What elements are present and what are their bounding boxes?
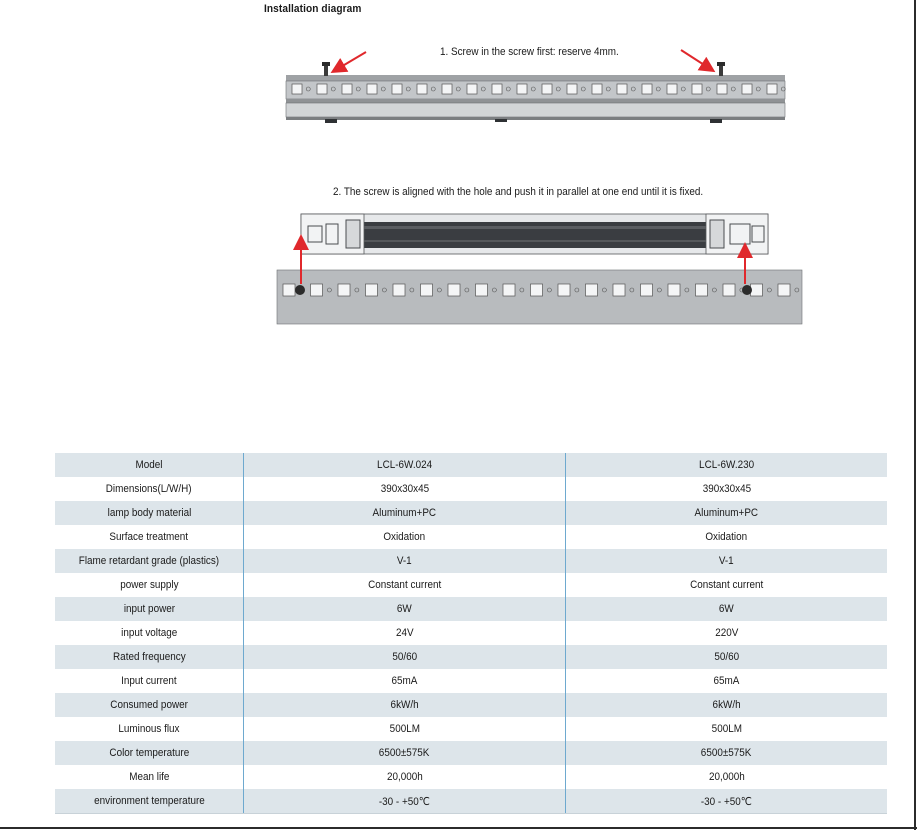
arrow-icon <box>681 50 712 70</box>
rail-face <box>277 270 802 324</box>
spec-value-024 <box>244 573 566 597</box>
arrow-icon <box>334 52 366 71</box>
spec-label <box>55 645 244 669</box>
spec-value-024 <box>244 621 566 645</box>
spec-value-230 <box>566 453 888 477</box>
lamp-body <box>364 222 708 248</box>
page-border-bottom <box>0 827 917 829</box>
screw-icon <box>322 62 330 76</box>
screw-icon <box>742 285 752 295</box>
table-row <box>55 525 887 549</box>
spec-label <box>55 669 244 693</box>
table-row <box>55 549 887 573</box>
table-cell-text: Constant current <box>689 579 764 591</box>
table-cell-text: -30 - +50℃ <box>700 795 753 808</box>
installation-diagram <box>0 0 917 360</box>
table-row <box>55 741 887 765</box>
table-cell-text: 500LM <box>711 723 742 735</box>
spec-value-230 <box>566 621 888 645</box>
table-cell-text: Oxidation <box>383 531 426 543</box>
table-cell-text: 500LM <box>389 723 420 735</box>
table-cell-text: 20,000h <box>386 771 423 783</box>
spec-value-230 <box>566 741 888 765</box>
spec-value-230 <box>566 501 888 525</box>
table-row <box>55 669 887 693</box>
table-cell-text: 50/60 <box>714 651 739 663</box>
table-cell-text: Color temperature <box>109 747 189 759</box>
table-cell-text: Constant current <box>367 579 442 591</box>
spec-value-230 <box>566 525 888 549</box>
table-row <box>55 501 887 525</box>
table-cell-text: Aluminum+PC <box>372 507 437 519</box>
rail-groove <box>286 99 785 103</box>
table-cell-text: lamp body material <box>107 507 191 519</box>
table-cell-text: 65mA <box>391 675 418 687</box>
spec-value-024 <box>244 549 566 573</box>
table-cell-text: environment temperature <box>93 795 205 807</box>
spec-label <box>55 693 244 717</box>
spec-value-024 <box>244 669 566 693</box>
spec-value-230 <box>566 573 888 597</box>
table-cell-text: Rated frequency <box>112 651 186 663</box>
spec-value-230 <box>566 717 888 741</box>
table-cell-text: V-1 <box>397 555 412 567</box>
rail-foot-left <box>325 119 337 123</box>
table-cell-text: Model <box>135 459 163 471</box>
table-cell-text: Luminous flux <box>118 723 180 735</box>
table-cell-text: V-1 <box>719 555 734 567</box>
table-row <box>55 765 887 789</box>
rail-top-lip <box>286 75 785 81</box>
spec-value-230 <box>566 597 888 621</box>
spec-value-024 <box>244 501 566 525</box>
spec-value-024 <box>244 741 566 765</box>
table-cell-text: power supply <box>119 579 179 591</box>
spec-label <box>55 525 244 549</box>
spec-label <box>55 573 244 597</box>
table-cell-text: Aluminum+PC <box>694 507 759 519</box>
step-2-caption: 2. The screw is aligned with the hole and push it in parallel at one end until it is fixed. <box>333 186 704 198</box>
screw-icon <box>717 62 725 76</box>
spec-value-230 <box>566 549 888 573</box>
table-cell-text: 6W <box>719 603 734 615</box>
spec-value-024 <box>244 477 566 501</box>
spec-label <box>55 477 244 501</box>
table-cell-text: 24V <box>395 627 414 639</box>
page-title: Installation diagram <box>264 3 362 15</box>
table-row <box>55 573 887 597</box>
table-row <box>55 453 887 477</box>
table-cell-text: Input current <box>121 675 177 687</box>
spec-label <box>55 741 244 765</box>
table-cell-text: 20,000h <box>708 771 745 783</box>
table-row <box>55 693 887 717</box>
table-cell-text: Oxidation <box>705 531 748 543</box>
table-row <box>55 597 887 621</box>
spec-value-024 <box>244 525 566 549</box>
spec-value-230 <box>566 693 888 717</box>
spec-value-024 <box>244 453 566 477</box>
spec-value-230 <box>566 789 888 814</box>
table-cell-text: Surface treatment <box>109 531 189 543</box>
spec-value-230 <box>566 645 888 669</box>
spec-value-024 <box>244 645 566 669</box>
table-row <box>55 717 887 741</box>
spec-label <box>55 789 244 814</box>
table-cell-text: 6500±575K <box>701 747 752 759</box>
step-1-rail-figure <box>286 50 785 123</box>
table-cell-text: 50/60 <box>392 651 417 663</box>
table-cell-text: Consumed power <box>110 699 188 711</box>
table-row <box>55 477 887 501</box>
table-row <box>55 621 887 645</box>
rail-foot-right <box>710 119 722 123</box>
spec-label <box>55 621 244 645</box>
spec-label <box>55 549 244 573</box>
table-cell-text: input voltage <box>120 627 178 639</box>
rail-foot-mid <box>495 119 507 122</box>
spec-value-024 <box>244 789 566 814</box>
table-cell-text: 390x30x45 <box>702 483 751 495</box>
table-cell-text: 6500±575K <box>379 747 430 759</box>
spec-value-024 <box>244 765 566 789</box>
spec-label <box>55 597 244 621</box>
table-cell-text: 390x30x45 <box>380 483 429 495</box>
table-cell-text: 220V <box>714 627 739 639</box>
table-cell-text: -30 - +50℃ <box>378 795 431 808</box>
table-row <box>55 645 887 669</box>
table-cell-text: 6kW/h <box>712 699 741 711</box>
spec-label <box>55 717 244 741</box>
table-cell-text: 6kW/h <box>390 699 419 711</box>
screw-icon <box>295 285 305 295</box>
spec-table <box>55 453 887 814</box>
spec-label <box>55 765 244 789</box>
spec-value-230 <box>566 477 888 501</box>
spec-value-024 <box>244 597 566 621</box>
table-cell-text: Flame retardant grade (plastics) <box>78 555 220 567</box>
spec-value-024 <box>244 693 566 717</box>
table-row <box>55 789 887 814</box>
spec-value-230 <box>566 669 888 693</box>
spec-value-024 <box>244 717 566 741</box>
table-cell-text: 6W <box>397 603 412 615</box>
table-cell-text: Dimensions(L/W/H) <box>106 483 192 495</box>
spec-value-230 <box>566 765 888 789</box>
table-cell-text: 65mA <box>713 675 740 687</box>
step-2-lamp-figure <box>277 214 802 324</box>
spec-label <box>55 453 244 477</box>
step-1-caption: 1. Screw in the screw first: reserve 4mm. <box>440 46 619 58</box>
table-cell-text: Mean life <box>128 771 170 783</box>
table-cell-text: input power <box>123 603 175 615</box>
table-cell-text: LCL-6W.230 <box>698 459 755 471</box>
spec-label <box>55 501 244 525</box>
rail-body <box>286 103 785 117</box>
table-cell-text: LCL-6W.024 <box>376 459 433 471</box>
